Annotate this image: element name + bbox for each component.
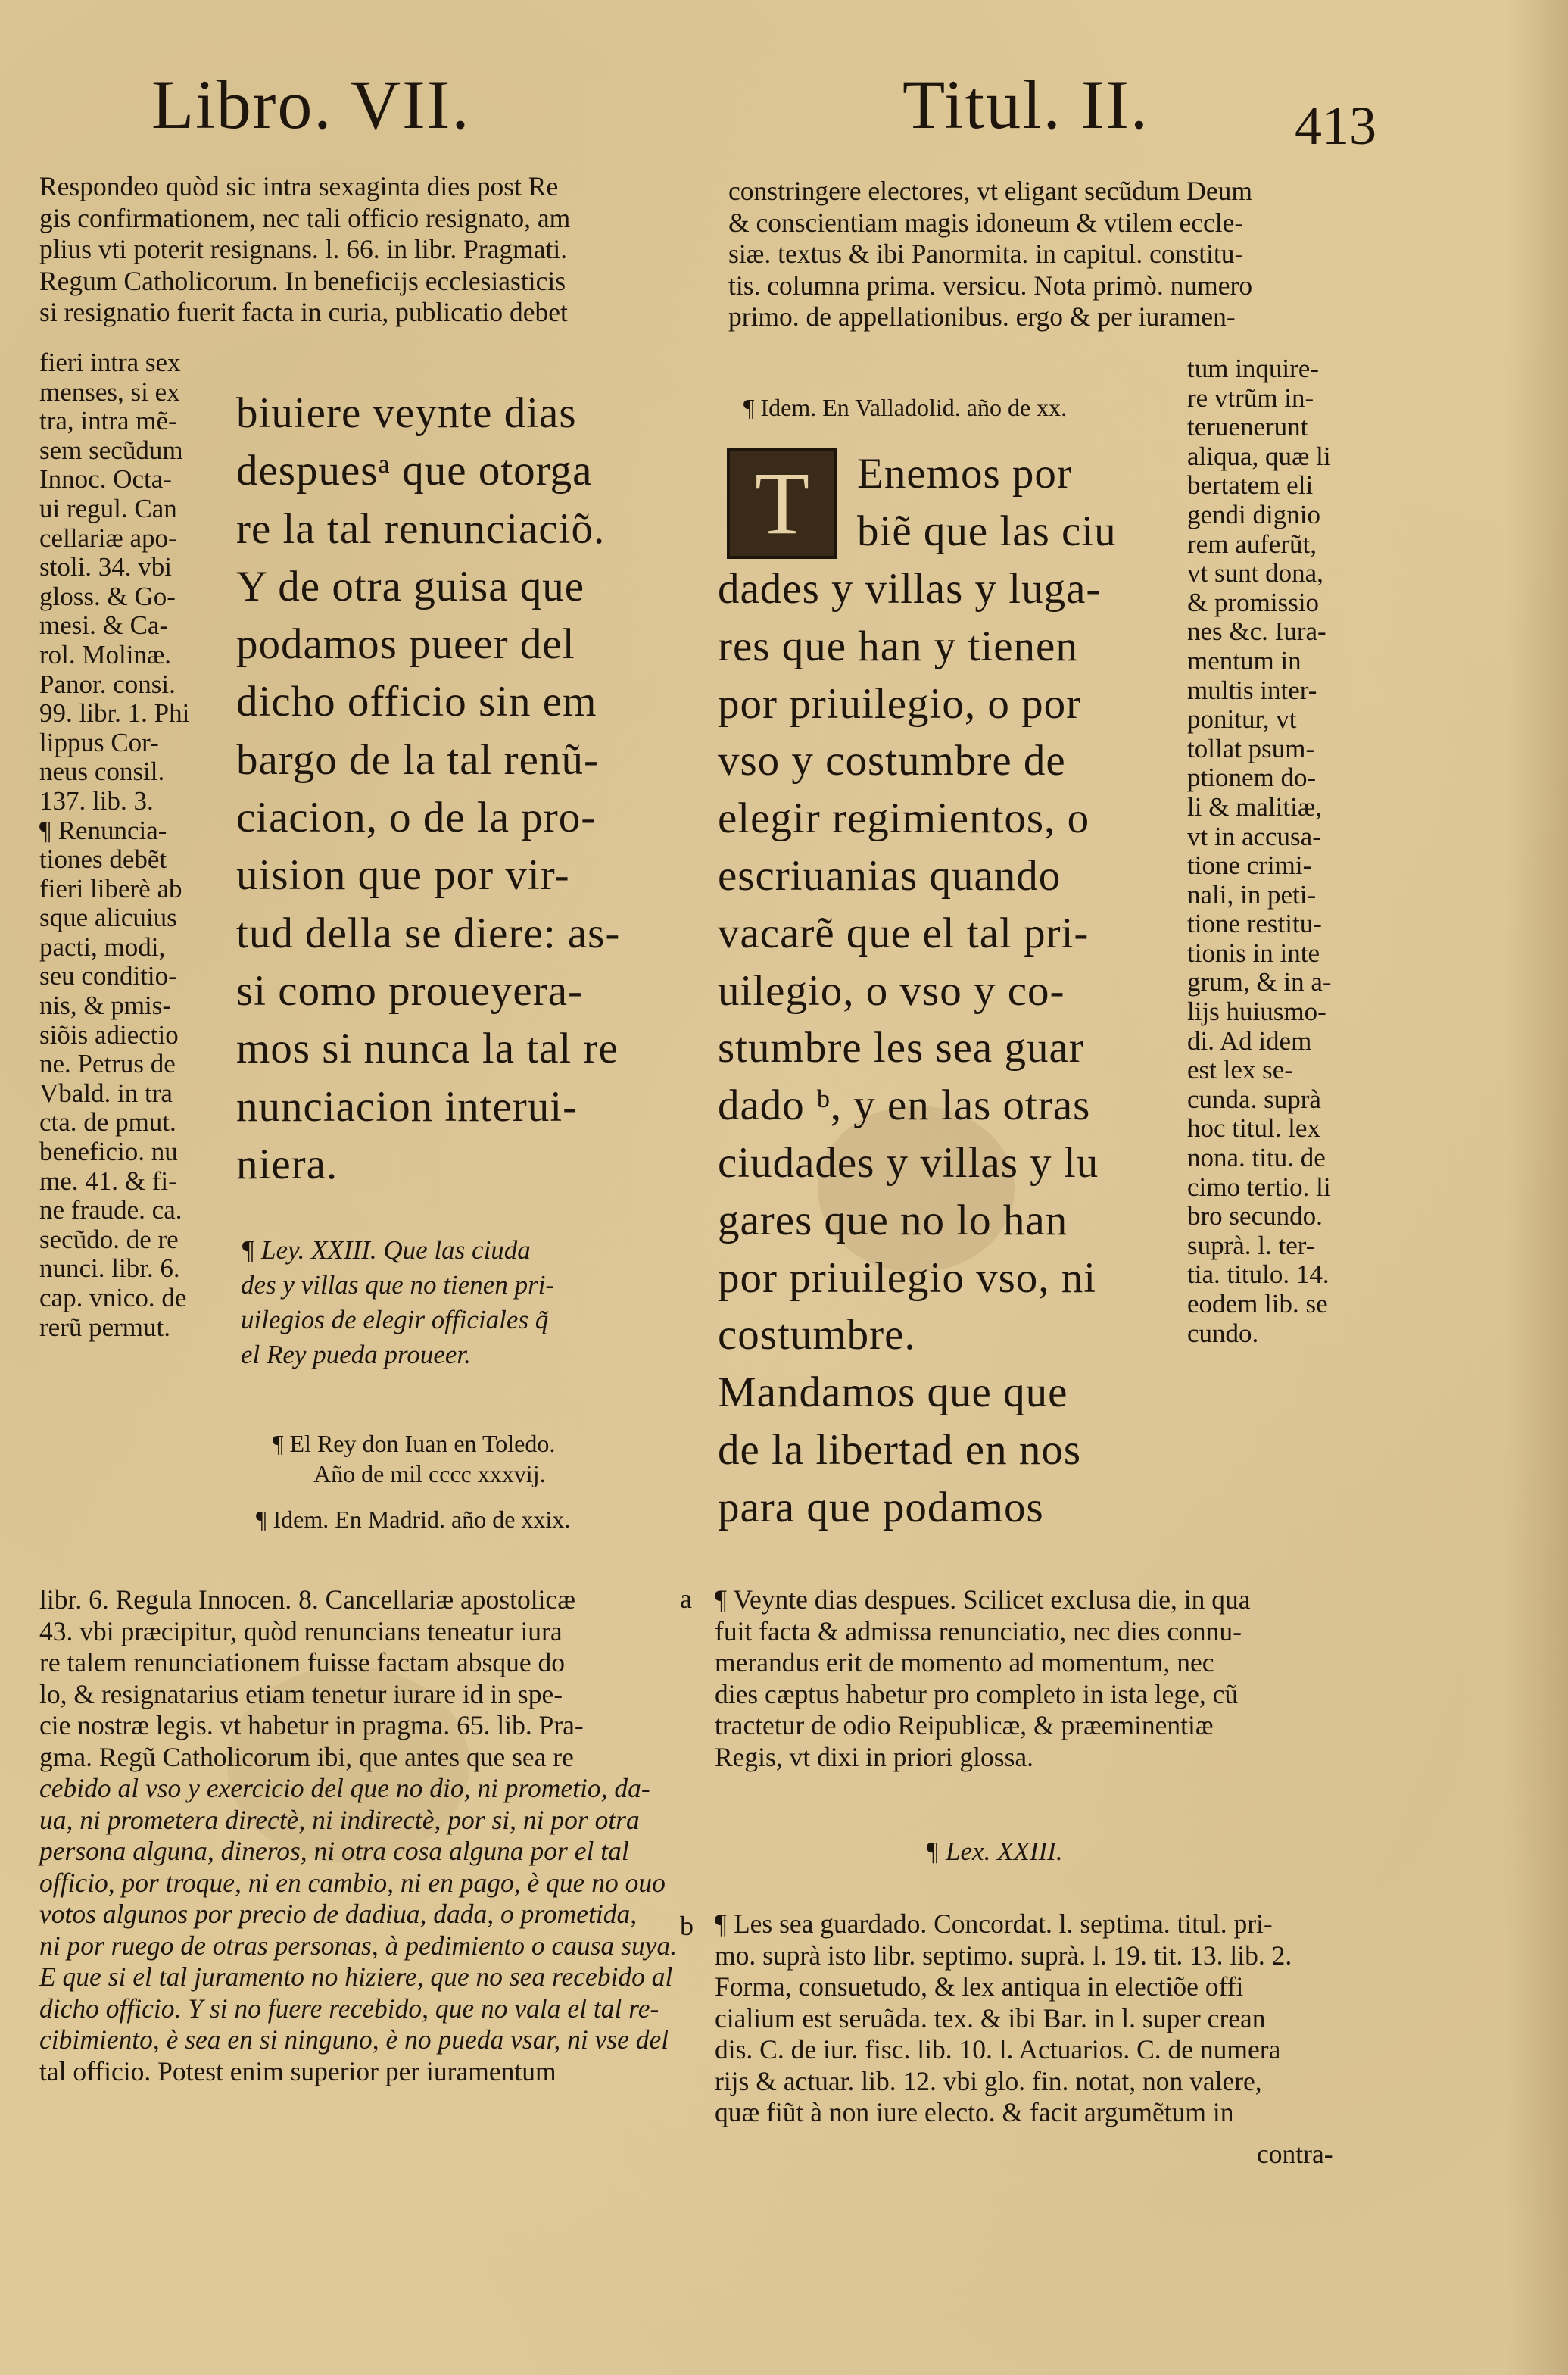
ley-title: ¶ Ley. XXIII. Que las ciuda des y villas que no tienen pri- uilegios de elegir officiales q̃ el Rey pueda proueer.: [241, 1235, 555, 1369]
source-note-toledo: ¶ El Rey don Iuan en Toledo. Año de mil cccc xxxvij.: [273, 1430, 556, 1487]
source-note-valladolid: ¶ Idem. En Valladolid. año de xx.: [743, 394, 1068, 421]
decorated-initial: T: [727, 448, 837, 559]
gloss-margin-left: fieri intra sex menses, si ex tra, intra mẽ- sem secũdum Innoc. Octa- ui regul. Can cellariæ apo- stoli. 34. vbi gloss. & Go- mesi. & Ca- rol. Molinæ. Panor. consi. 99. libr. 1. Phi lippus Cor- neus consil. 137. lib. 3. ¶ Renuncia- tiones debẽt fieri liberè ab sque alicuius pacti, modi, seu conditio- nis, & pmis- siõis adiectio ne. Petrus de Vbald. in tra cta. de pmut. beneficio. nu me. 41. & fi- ne fraude. ca. secũdo. de re nunci. libr. 6. cap. vnico. de rerũ permut.: [39, 348, 190, 1342]
gloss-note-b: ¶ Les sea guardado. Concordat. l. septima. titul. pri- mo. suprà isto libr. septimo. suprà. l. 19. tit. 13. lib. 2. Forma, consuetudo, & lex antiqua in electiõe offi cialium est seruãda. tex. & ibi Bar. in l. super crean dis. C. de iur. fisc. lib. 10. l. Actuarios. C. de numera rijs & actuar. lib. 12. vbi glo. fin. notat, non valere, quæ fiũt à non iure electo. & facit argumẽtum in: [715, 1908, 1292, 2127]
note-marker-a: a: [680, 1584, 692, 1614]
page-edge-shadow: [1507, 0, 1568, 2375]
law-text-right-first: Enemos por biẽ que las ciu: [857, 450, 1117, 555]
folio-number: 413: [1295, 95, 1376, 156]
running-head-book: Libro. VII.: [151, 66, 471, 143]
catchword: contra-: [1257, 2139, 1333, 2169]
lex-heading: ¶ Lex. XXIII.: [925, 1837, 1063, 1866]
gloss-margin-right: tum inquire- re vtrũm in- teruenerunt aliqua, quæ li bertatem eli gendi dignio rem auferũt, vt sunt dona, & promissio nes &c. Iura- mentum in multis inter- ponitur, vt tollat psum- ptionem do- li & malitiæ, vt in accusa- tione crimi- nali, in peti- tione restitu- tionis in inte grum, & in a- lijs huiusmo- di. Ad idem est lex se- cunda. suprà hoc titul. lex nona. titu. de cimo tertio. li bro secundo. suprà. l. ter- tia. titulo. 14. eodem lib. se cundo.: [1187, 354, 1332, 1348]
source-note-madrid: ¶ Idem. En Madrid. año de xxix.: [256, 1506, 571, 1533]
law-text-right: dades y villas y luga- res que han y tienen por priuilegio, o por vso y costumbre de elegir regimientos, o escriuanias quando vacarẽ que el tal pri- uilegio, o vso y co- stumbre les sea guar dado ᵇ, y en las otras ciudades y villas y lu gares que no lo han por priuilegio vso, ni costumbre. Mandamos que que de la libertad en nos para que podamos: [718, 565, 1102, 1531]
gloss-bottom-left: libr. 6. Regula Innocen. 8. Cancellariæ apostolicæ 43. vbi præcipitur, quòd renuncians teneatur iura re talem renunciationem fuisse factam absque do lo, & resignatarius etiam tenetur iurare id in spe- cie nostræ legis. vt habetur in pragma. 65. lib. Pra- gma. Regũ Catholicorum ibi, que antes que sea re cebido al vso y exercicio del que no dio, ni prometio, da- ua, ni prometera directè, ni indirectè, por si, ni por otra persona alguna, dineros, ni otra cosa alguna por el tal officio, por troque, ni en cambio, ni en pago, è que no ouo votos algunos por precio de dadiua, dada, o prometida, ni por ruego de otras personas, à pedimiento o causa suya. E que si el tal juramento no hiziere, que no sea recebido al dicho officio. Y si no fuere recebido, que no vala el tal re- cibimiento, è sea en si ninguno, è no pueda vsar, ni vse del tal officio. Potest enim superior per iuramentum: [39, 1584, 678, 2086]
running-head-title: Titul. II.: [902, 66, 1149, 143]
note-marker-b: b: [680, 1911, 694, 1941]
gloss-note-a: ¶ Veynte dias despues. Scilicet exclusa die, in qua fuit facta & admissa renunciatio, nec dies connu- merandus erit de momento ad momentum, nec dies cæptus habetur pro completo in ista lege, cũ tractetur de odio Reipublicæ, & præeminentiæ Regis, vt dixi in priori glossa.: [715, 1584, 1251, 1772]
gloss-top-right: constringere electores, vt eligant secũdum Deum & conscientiam magis idoneum & vtilem eccle- siæ. textus & ibi Panormita. in capitul. constitu- tis. columna prima. versicu. Nota primò. numero primo. de appellationibus. ergo & per iuramen-: [728, 176, 1253, 332]
gloss-top-left: Respondeo quòd sic intra sexaginta dies post Re gis confirmationem, nec tali officio resignato, am plius vti poterit resignans. l. 66. in libr. Pragmati. Regum Catholicorum. In beneficijs ecclesiasticis si resignatio fuerit facta in curia, publicatio debet: [39, 171, 571, 327]
law-text-left: biuiere veynte dias despuesᵃ que otorga re la tal renunciaciõ. Y de otra guisa que podamos pueer del dicho officio sin em bargo de la tal renũ- ciacion, o de la pro- uision que por vir- tud della se diere: as- si como proueyera- mos si nunca la tal re nunciacion interui- niera.: [236, 389, 621, 1188]
